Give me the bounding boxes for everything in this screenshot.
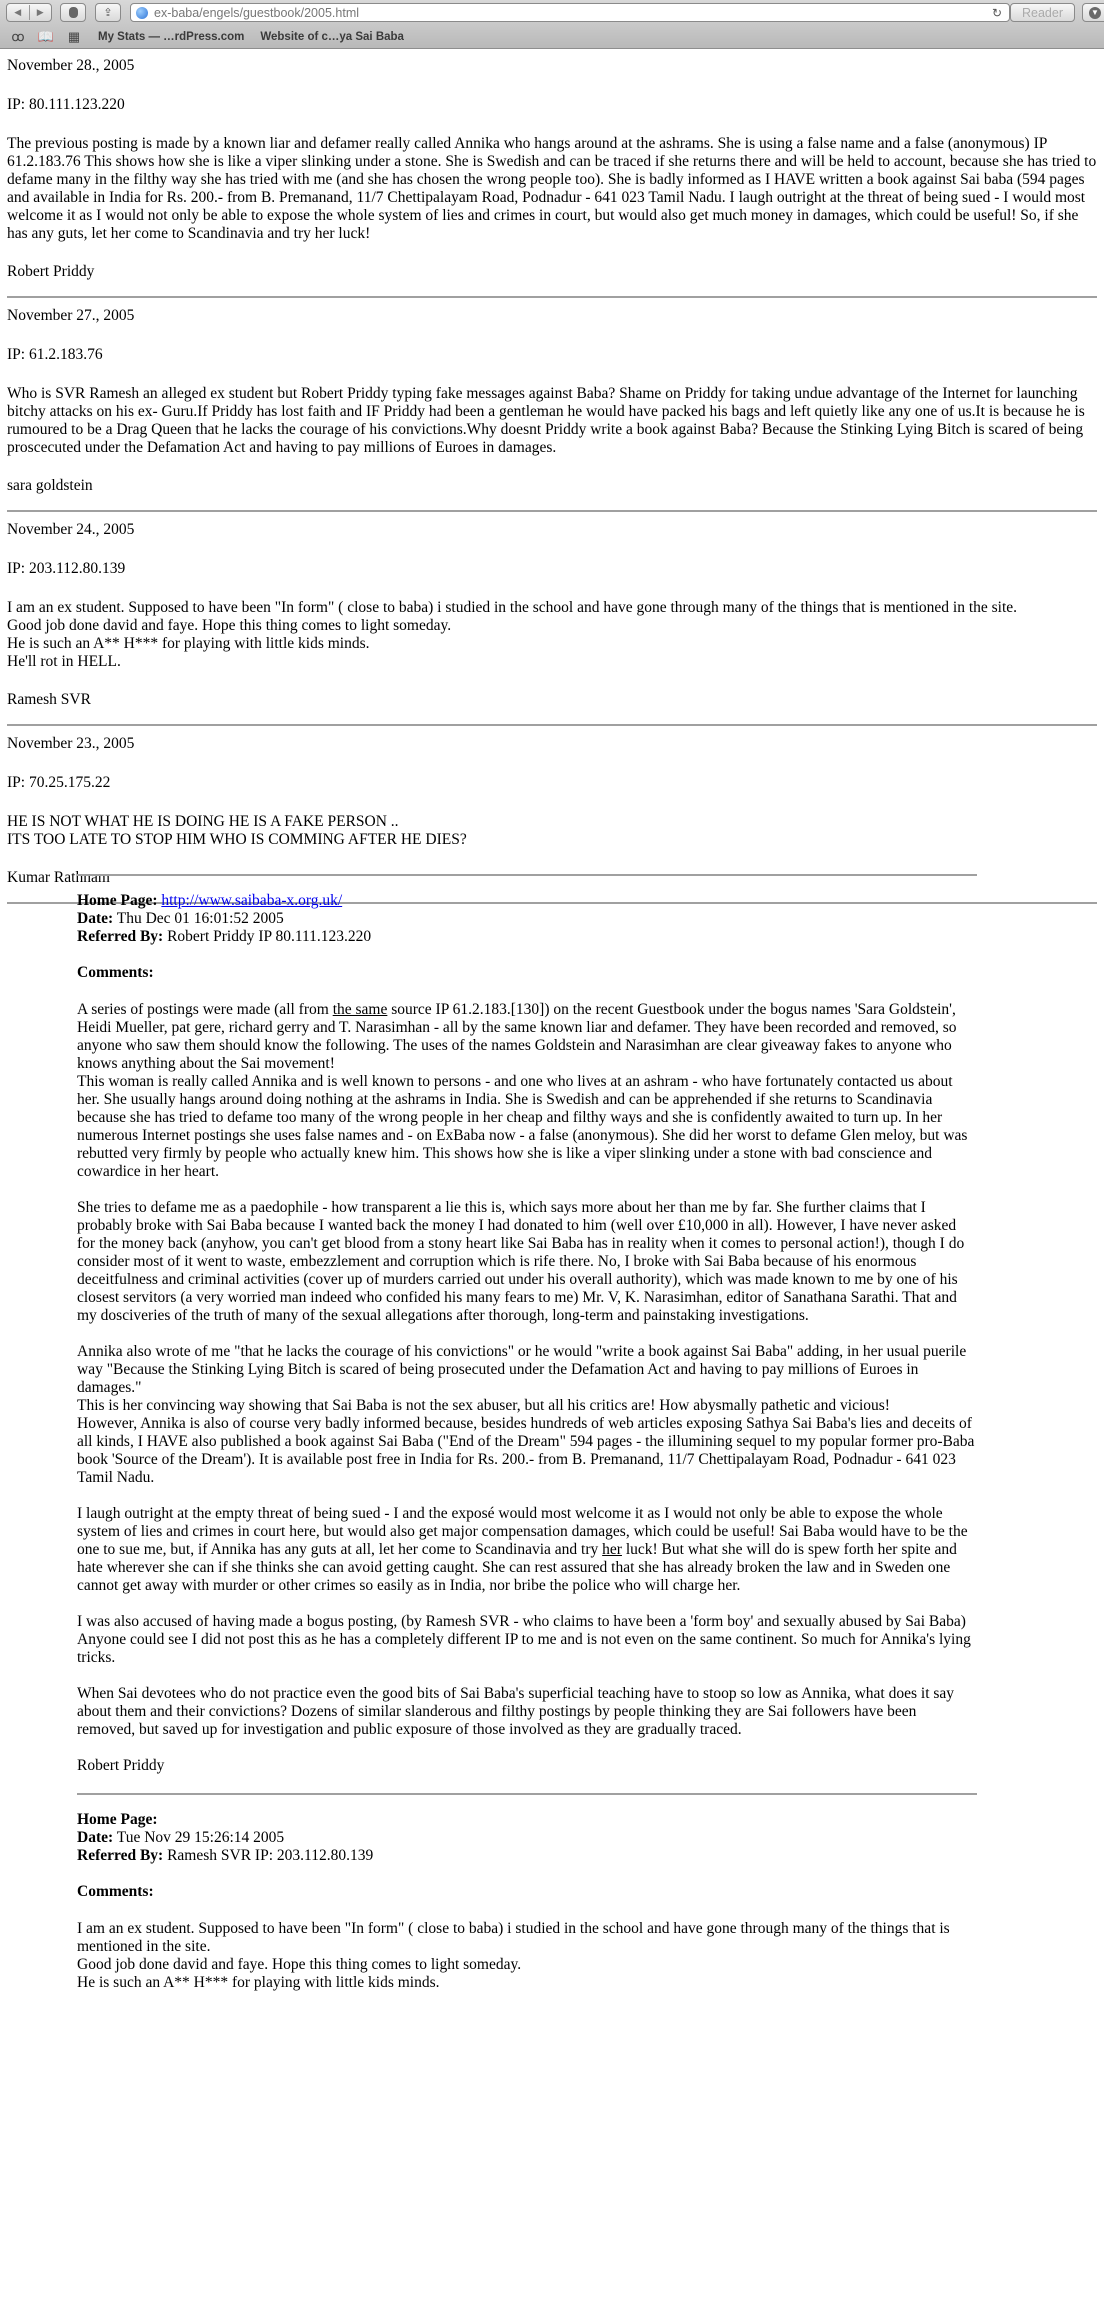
entry-signature: Ramesh SVR: [7, 691, 91, 708]
browser-toolbar: [0, 0, 1104, 26]
comment-text: However, Annika is also of course very badly informed because, besides hundreds of web articles exposing Sathya Sai Baba's lies and deceits of all kinds, I HAVE also published a book against Sai Baba ("End of the Dream" 594 pages - the illumining sequel to my popular former pro-Baba book 'Source of the Dream'). It is available post free in India for Rs. 200.- from B. Premanand, 11/7 Chettipalayam Road, Podnadur - 641 023 Tamil Nadu.: [77, 1415, 975, 1486]
reader-button[interactable]: Reader: [1010, 3, 1075, 22]
comment-text: A series of postings were made (all from: [77, 1001, 333, 1018]
record-referred: Ramesh SVR IP: 203.112.80.139: [167, 1847, 374, 1864]
back-forward-buttons[interactable]: [6, 3, 52, 22]
entry-ip: IP: 61.2.183.76: [7, 346, 103, 363]
share-icon: ⇪: [103, 7, 113, 19]
download-icon: ▼: [1089, 7, 1101, 19]
guestbook-entry: [7, 726, 1097, 887]
divider: [77, 874, 977, 876]
comments-label: Comments:: [77, 964, 154, 981]
entry-signature: sara goldstein: [7, 477, 93, 494]
back-arrow-icon[interactable]: ◀: [14, 7, 22, 17]
comment-line: Good job done david and faye. Hope this thing comes to light someday.: [77, 1956, 522, 1973]
forward-arrow-icon[interactable]: ▶: [36, 7, 44, 17]
comment-underlined: her: [602, 1541, 622, 1558]
comment-paragraph: [77, 1001, 977, 1181]
comment-text: I laugh outright at the empty threat of being sued - I and the exposé would most welcome it as I would not only be able to expose the whole system of lies and crimes in court here, but would also get major compensation damages, which could be useful! Sai Baba would have to be the one to sue me, but, if Annika has any guts at all, let her come to Scandinavia and try: [77, 1505, 968, 1558]
guestbook-records: [77, 874, 977, 1992]
entry-ip: IP: 70.25.175.22: [7, 774, 111, 791]
comments-label: Comments:: [77, 1883, 154, 1900]
entry-line: I am an ex student. Supposed to have been "In form" ( close to baba) i studied in the school and have gone through many of the things that is mentioned in the site.: [7, 599, 1018, 616]
entry-body: [7, 813, 1097, 849]
entry-date: November 23., 2005: [7, 735, 135, 752]
home-page-label: Home Page:: [77, 892, 158, 909]
browser-chrome: [0, 0, 1104, 49]
home-page-link[interactable]: http://www.saibaba-x.org.uk/: [161, 892, 343, 909]
bookmarks-book-icon[interactable]: 📖: [37, 29, 55, 44]
comment-text: This woman is really called Annika and is well known to persons - and one who lives at an ashram - who have fortunately contacted us about her. She usually hangs around doing nothing at the ashrams in India. She is Swedish and can be apprehended if she returns to Scandinavia because she has tried to defame too many of the wrong people in her cheap and filthy ways and she is confidently awaited to turn up. In her numerous Internet postings she uses false names and - on ExBaba now - a false (anonymous). She did her worst to defame Glen meloy, but was rebutted very firmly by people who actually knew him. This shows how she is like a viper slinking under a stone with bad conscience and cowardice in her heart.: [77, 1073, 968, 1180]
entry-signature: Kumar Rathnam: [7, 869, 110, 886]
entry-line: HE IS NOT WHAT HE IS DOING HE IS A FAKE PERSON ..: [7, 813, 399, 830]
reload-icon[interactable]: ↻: [991, 5, 1003, 20]
share-button[interactable]: [95, 3, 121, 22]
entry-line: He is such an A** H*** for playing with little kids minds.: [7, 635, 370, 652]
bookmarks-bar: [0, 26, 1104, 48]
entry-body: [7, 599, 1097, 671]
comment-line: He is such an A** H*** for playing with little kids minds.: [77, 1974, 440, 1991]
url-text[interactable]: ex-baba/engels/guestbook/2005.html: [154, 5, 360, 20]
comment-paragraph: [77, 1505, 977, 1595]
date-label: Date:: [77, 910, 114, 927]
globe-icon: [136, 7, 148, 19]
comment-text: Annika also wrote of me "that he lacks the courage of his convictions" or he would "write a book against Sai Baba" adding, in her usual puerile way "Because the Stinking Lying Bitch is scared of being prosecuted under the Defamation Act and having to pay millions of Euroes in damages.": [77, 1343, 967, 1396]
referred-label: Referred By:: [77, 1847, 164, 1864]
record-meta: [77, 892, 977, 946]
comment-text: luck! But what she will do is spew forth her spite and hate wherever she can if she thinks she can avoid getting caught. She can rest assured that she has already broken the law and in Sweden one cannot get away with murder or other crimes so easily as in India, nor bribe the police who will charge her.: [77, 1541, 957, 1594]
home-page-label: Home Page:: [77, 1811, 158, 1828]
downloads-button[interactable]: [1082, 3, 1104, 22]
comment-paragraph: [77, 1343, 977, 1487]
entry-line: Good job done david and faye. Hope this thing comes to light someday.: [7, 617, 452, 634]
guestbook-entry: [7, 512, 1097, 709]
comment-paragraph: I was also accused of having made a bogus posting, (by Ramesh SVR - who claims to have been a 'form boy' and sexually abused by Sai Baba) Anyone could see I did not post this as he has a completely different IP to me and is not even on the same continent. So much for Annika's lying tricks.: [77, 1613, 971, 1666]
guestbook-record: [77, 1811, 977, 1992]
comment-lines: [77, 1920, 977, 1992]
guestbook-entry: [7, 298, 1097, 495]
entry-ip: IP: 203.112.80.139: [7, 560, 126, 577]
divider: [77, 1793, 977, 1795]
entry-body: The previous posting is made by a known liar and defamer really called Annika who hangs around at the ashrams. She is using a false name and a false (anonymous) IP 61.2.183.76 This shows how she is like a viper slinking under a stone. She is Swedish and can be traced if she returns there and will be held to account, because she has tried to defame many in the filthy way she has tried with me (and she has chosen the wrong people too). She is badly informed as I HAVE written a book against Sai baba (594 pages and available in India for Rs. 200.- from B. Premanand, 11/7 Chettipalayam Road, Podnadur - 641 023 Tamil Nadu. I laugh outright at the threat of being sued - I would most welcome it as I would not only be able to expose the whole system of lies and crimes in court, but would also get much money in damages, which could be useful! So, if she has any guts, let her come to Scandinavia and try her luck!: [7, 135, 1097, 242]
comment-paragraph: When Sai devotees who do not practice even the good bits of Sai Baba's superficial teaching have to stoop so low as Annika, what does it say about them and their convictions? Dozens of similar slanderous and filthy postings by people thinking they are Sai followers have been removed, but saved up for investigation and public exposure of those involved as they are gradually traced.: [77, 1685, 955, 1738]
bookmark-website[interactable]: Website of c…ya Sai Baba: [260, 31, 404, 43]
date-label: Date:: [77, 1829, 114, 1846]
entry-ip: IP: 80.111.123.220: [7, 96, 125, 113]
comment-paragraph: She tries to defame me as a paedophile - how transparent a lie this is, which says more about her than me by far. She further claims that I probably broke with Sai Baba because I wanted back the money I had donated to him (well over £10,000 in all). However, I have never asked for the money back (anyhow, you can't get blood from a stony heart like Sai Baba has in reality when it comes to personal action!), though I do consider most of it went to waste, embezzlement and corruption which is rife there. No, I broke with Sai Baba because of his enormous deceitfulness and criminal activities (cover up of murders carried out under his overall authority), which was made known to me by one of his closest servitors (a very worried man indeed who confided his many fears to me) Mr. V, K. Narasimhan, editor of Sanathana Sarathi. That and my dosciveries of the truth of many of the sexual allegations after thorough, long-term and painstaking investigations.: [77, 1199, 965, 1324]
entry-line: He'll rot in HELL.: [7, 653, 121, 670]
entry-date: November 27., 2005: [7, 307, 135, 324]
hand-icon: [69, 7, 78, 18]
record-meta: [77, 1811, 977, 1865]
hand-stop-button[interactable]: [60, 3, 86, 22]
referred-label: Referred By:: [77, 928, 164, 945]
comment-text: This is her convincing way showing that Sai Baba is not the sex abuser, but all his critics are! How abysmally pathetic and vicious!: [77, 1397, 890, 1414]
entry-date: November 28., 2005: [7, 57, 135, 74]
top-sites-grid-icon[interactable]: ▦: [67, 29, 81, 44]
record-date: Tue Nov 29 15:26:14 2005: [116, 1829, 285, 1846]
record-signature: Robert Priddy: [77, 1757, 165, 1774]
bookmark-my-stats[interactable]: My Stats — …rdPress.com: [98, 31, 245, 43]
guestbook-page: [7, 48, 1097, 904]
entry-line: ITS TOO LATE TO STOP HIM WHO IS COMMING AFTER HE DIES?: [7, 831, 467, 848]
guestbook-record: [77, 892, 977, 1775]
record-date: Thu Dec 01 16:01:52 2005: [116, 910, 284, 927]
entry-body: Who is SVR Ramesh an alleged ex student but Robert Priddy typing fake messages against Baba? Shame on Priddy for taking undue advantage of the Internet for launching bitchy attacks on his ex- Guru.If Priddy has lost faith and IF Priddy had been a gentleman he would have packed his bags and left quietly like any one of us.It is because he is rumoured to be a Drag Queen that he lacks the courage of his convictions.Why doesnt Priddy write a book against Baba? Because the Stinking Lying Bitch is scared of being proscecuted under the Defamation Act and having to pay millions of Euroes in damages.: [7, 385, 1085, 456]
entry-signature: Robert Priddy: [7, 263, 95, 280]
record-referred: Robert Priddy IP 80.111.123.220: [167, 928, 372, 945]
comment-text: source IP 61.2.183.[130]) on the recent Guestbook under the bogus names 'Sara Goldstein', Heidi Mueller, pat gere, richard gerry and T. Narasimhan - all by the same known liar and defamer. They have been recorded and removed, so anyone who saw them should know the following. The uses of the names Goldstein and Narasimhan are clear giveaway fakes to anyone who knows anything about the Sai movement!: [77, 1001, 957, 1072]
comment-line: I am an ex student. Supposed to have been "In form" ( close to baba) i studied in the school and have gone through many of the things that is mentioned in the site.: [77, 1920, 950, 1955]
comment-underlined: the same: [332, 1001, 388, 1018]
address-bar[interactable]: [130, 3, 1010, 22]
entry-date: November 24., 2005: [7, 521, 135, 538]
guestbook-entry: [7, 48, 1097, 281]
reading-list-icon[interactable]: ꝏ: [11, 29, 25, 44]
